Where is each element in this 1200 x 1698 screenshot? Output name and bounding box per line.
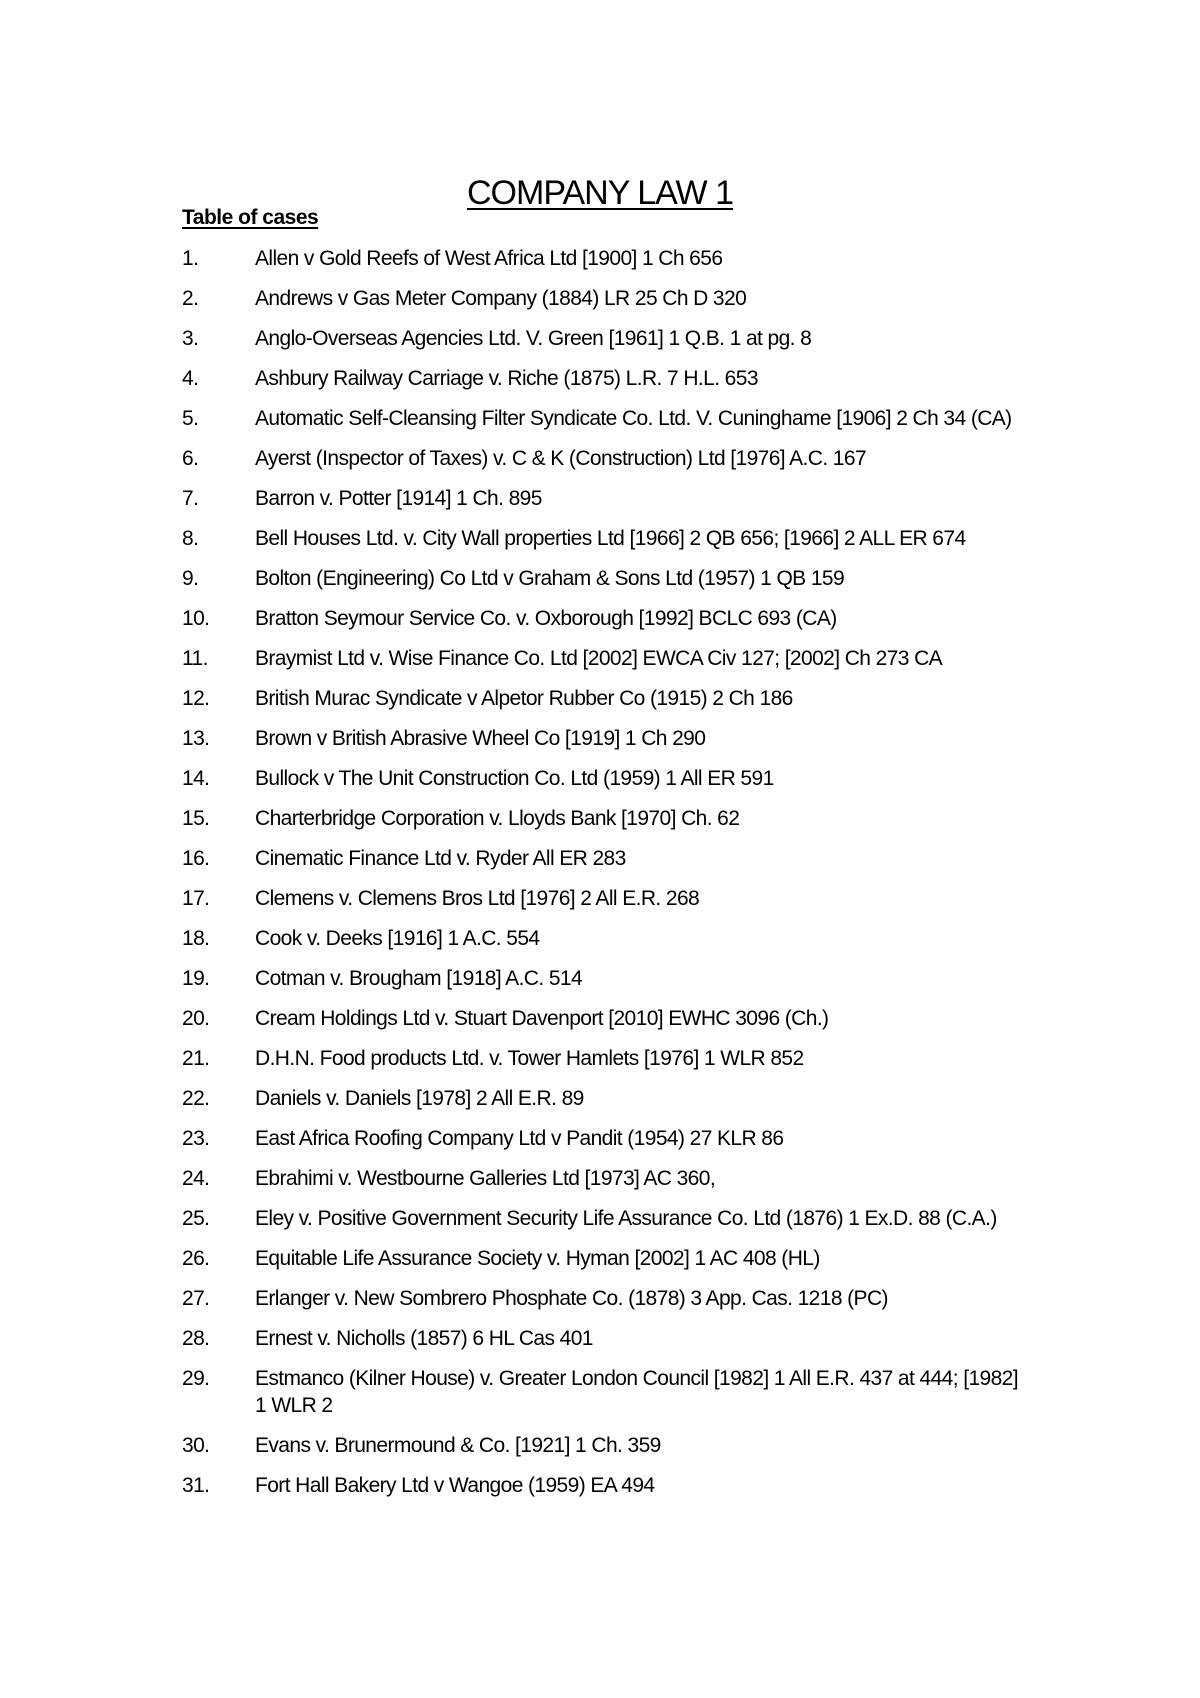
case-number: 13. <box>182 727 210 750</box>
case-citation: Evans v. Brunermound & Co. [1921] 1 Ch. 359 <box>255 1434 661 1457</box>
case-citation: East Africa Roofing Company Ltd v Pandit (1954) 27 KLR 86 <box>255 1127 784 1150</box>
case-number: 14. <box>182 767 210 790</box>
case-item <box>182 845 1018 872</box>
case-number: 5. <box>182 407 199 430</box>
case-citation: Estmanco (Kilner House) v. Greater London Council [1982] 1 All E.R. 437 at 444; [1982] 1 WLR 2 <box>255 1367 1018 1417</box>
case-number: 1. <box>182 247 199 270</box>
case-citation: Bell Houses Ltd. v. City Wall properties Ltd [1966] 2 QB 656; [1966] 2 ALL ER 674 <box>255 527 966 550</box>
case-citation: Ashbury Railway Carriage v. Riche (1875) L.R. 7 H.L. 653 <box>255 367 758 390</box>
case-number: 23. <box>182 1127 210 1150</box>
case-number: 9. <box>182 567 199 590</box>
case-number: 15. <box>182 807 210 830</box>
case-number: 11. <box>182 647 208 670</box>
case-number: 12. <box>182 687 210 710</box>
case-list <box>182 245 1018 1512</box>
case-item <box>182 1165 1018 1192</box>
case-number: 6. <box>182 447 199 470</box>
case-citation: Barron v. Potter [1914] 1 Ch. 895 <box>255 487 542 510</box>
case-item <box>182 1045 1018 1072</box>
case-number: 8. <box>182 527 199 550</box>
case-number: 20. <box>182 1007 210 1030</box>
case-citation: Andrews v Gas Meter Company (1884) LR 25 Ch D 320 <box>255 287 747 310</box>
case-number: 24. <box>182 1167 210 1190</box>
case-citation: Erlanger v. New Sombrero Phosphate Co. (1878) 3 App. Cas. 1218 (PC) <box>255 1287 888 1310</box>
case-item <box>182 805 1018 832</box>
case-number: 31. <box>182 1474 210 1497</box>
case-number: 29. <box>182 1367 210 1390</box>
case-item <box>182 1245 1018 1272</box>
case-number: 22. <box>182 1087 210 1110</box>
case-number: 30. <box>182 1434 210 1457</box>
case-number: 7. <box>182 487 199 510</box>
case-number: 16. <box>182 847 210 870</box>
case-citation: Cook v. Deeks [1916] 1 A.C. 554 <box>255 927 540 950</box>
case-citation: Bullock v The Unit Construction Co. Ltd (1959) 1 All ER 591 <box>255 767 774 790</box>
case-citation: Ayerst (Inspector of Taxes) v. C & K (Construction) Ltd [1976] A.C. 167 <box>255 447 867 470</box>
case-item <box>182 285 1018 312</box>
case-item <box>182 365 1018 392</box>
case-citation: Eley v. Positive Government Security Life Assurance Co. Ltd (1876) 1 Ex.D. 88 (C.A.) <box>255 1207 997 1230</box>
case-citation: Cream Holdings Ltd v. Stuart Davenport [2010] EWHC 3096 (Ch.) <box>255 1007 829 1030</box>
case-number: 3. <box>182 327 199 350</box>
case-citation: Fort Hall Bakery Ltd v Wangoe (1959) EA 494 <box>255 1474 655 1497</box>
case-citation: Cinematic Finance Ltd v. Ryder All ER 283 <box>255 847 626 870</box>
case-citation: Cotman v. Brougham [1918] A.C. 514 <box>255 967 583 990</box>
case-item <box>182 405 1018 432</box>
case-number: 2. <box>182 287 199 310</box>
case-item <box>182 1325 1018 1352</box>
case-number: 25. <box>182 1207 210 1230</box>
case-citation: Anglo-Overseas Agencies Ltd. V. Green [1961] 1 Q.B. 1 at pg. 8 <box>255 327 812 350</box>
case-item <box>182 1005 1018 1032</box>
case-number: 4. <box>182 367 199 390</box>
case-item <box>182 925 1018 952</box>
case-item <box>182 1125 1018 1152</box>
case-item <box>182 725 1018 752</box>
case-citation: Ebrahimi v. Westbourne Galleries Ltd [1973] AC 360, <box>255 1167 716 1190</box>
case-citation: Equitable Life Assurance Society v. Hyman [2002] 1 AC 408 (HL) <box>255 1247 820 1270</box>
case-citation: Brown v British Abrasive Wheel Co [1919] 1 Ch 290 <box>255 727 706 750</box>
case-item <box>182 965 1018 992</box>
case-citation: Daniels v. Daniels [1978] 2 All E.R. 89 <box>255 1087 584 1110</box>
case-citation: D.H.N. Food products Ltd. v. Tower Hamlets [1976] 1 WLR 852 <box>255 1047 804 1070</box>
case-item <box>182 1472 1018 1499</box>
case-citation: Charterbridge Corporation v. Lloyds Bank [1970] Ch. 62 <box>255 807 740 830</box>
case-item <box>182 245 1018 272</box>
case-citation: Bolton (Engineering) Co Ltd v Graham & Sons Ltd (1957) 1 QB 159 <box>255 567 845 590</box>
case-item <box>182 885 1018 912</box>
section-heading: Table of cases <box>182 206 319 229</box>
case-citation: Allen v Gold Reefs of West Africa Ltd [1900] 1 Ch 656 <box>255 247 723 270</box>
case-citation: British Murac Syndicate v Alpetor Rubber Co (1915) 2 Ch 186 <box>255 687 793 710</box>
case-citation: Automatic Self-Cleansing Filter Syndicate Co. Ltd. V. Cuninghame [1906] 2 Ch 34 (CA) <box>255 407 1012 430</box>
case-number: 19. <box>182 967 210 990</box>
case-item <box>182 765 1018 792</box>
case-item <box>182 1205 1018 1232</box>
case-number: 18. <box>182 927 210 950</box>
case-number: 21. <box>182 1047 210 1070</box>
case-item <box>182 1285 1018 1312</box>
case-citation: Ernest v. Nicholls (1857) 6 HL Cas 401 <box>255 1327 593 1350</box>
case-item <box>182 1085 1018 1112</box>
case-item <box>182 565 1018 592</box>
case-number: 27. <box>182 1287 210 1310</box>
case-item <box>182 605 1018 632</box>
case-number: 28. <box>182 1327 210 1350</box>
case-item <box>182 445 1018 472</box>
case-item <box>182 1365 1018 1419</box>
case-number: 17. <box>182 887 210 910</box>
case-number: 10. <box>182 607 210 630</box>
case-item <box>182 325 1018 352</box>
case-citation: Bratton Seymour Service Co. v. Oxborough [1992] BCLC 693 (CA) <box>255 607 837 630</box>
case-item <box>182 685 1018 712</box>
case-item <box>182 485 1018 512</box>
page-title: COMPANY LAW 1 <box>467 173 733 212</box>
case-item <box>182 525 1018 552</box>
case-number: 26. <box>182 1247 210 1270</box>
case-citation: Clemens v. Clemens Bros Ltd [1976] 2 All E.R. 268 <box>255 887 700 910</box>
case-citation: Braymist Ltd v. Wise Finance Co. Ltd [2002] EWCA Civ 127; [2002] Ch 273 CA <box>255 647 943 670</box>
case-item <box>182 1432 1018 1459</box>
case-item <box>182 645 1018 672</box>
